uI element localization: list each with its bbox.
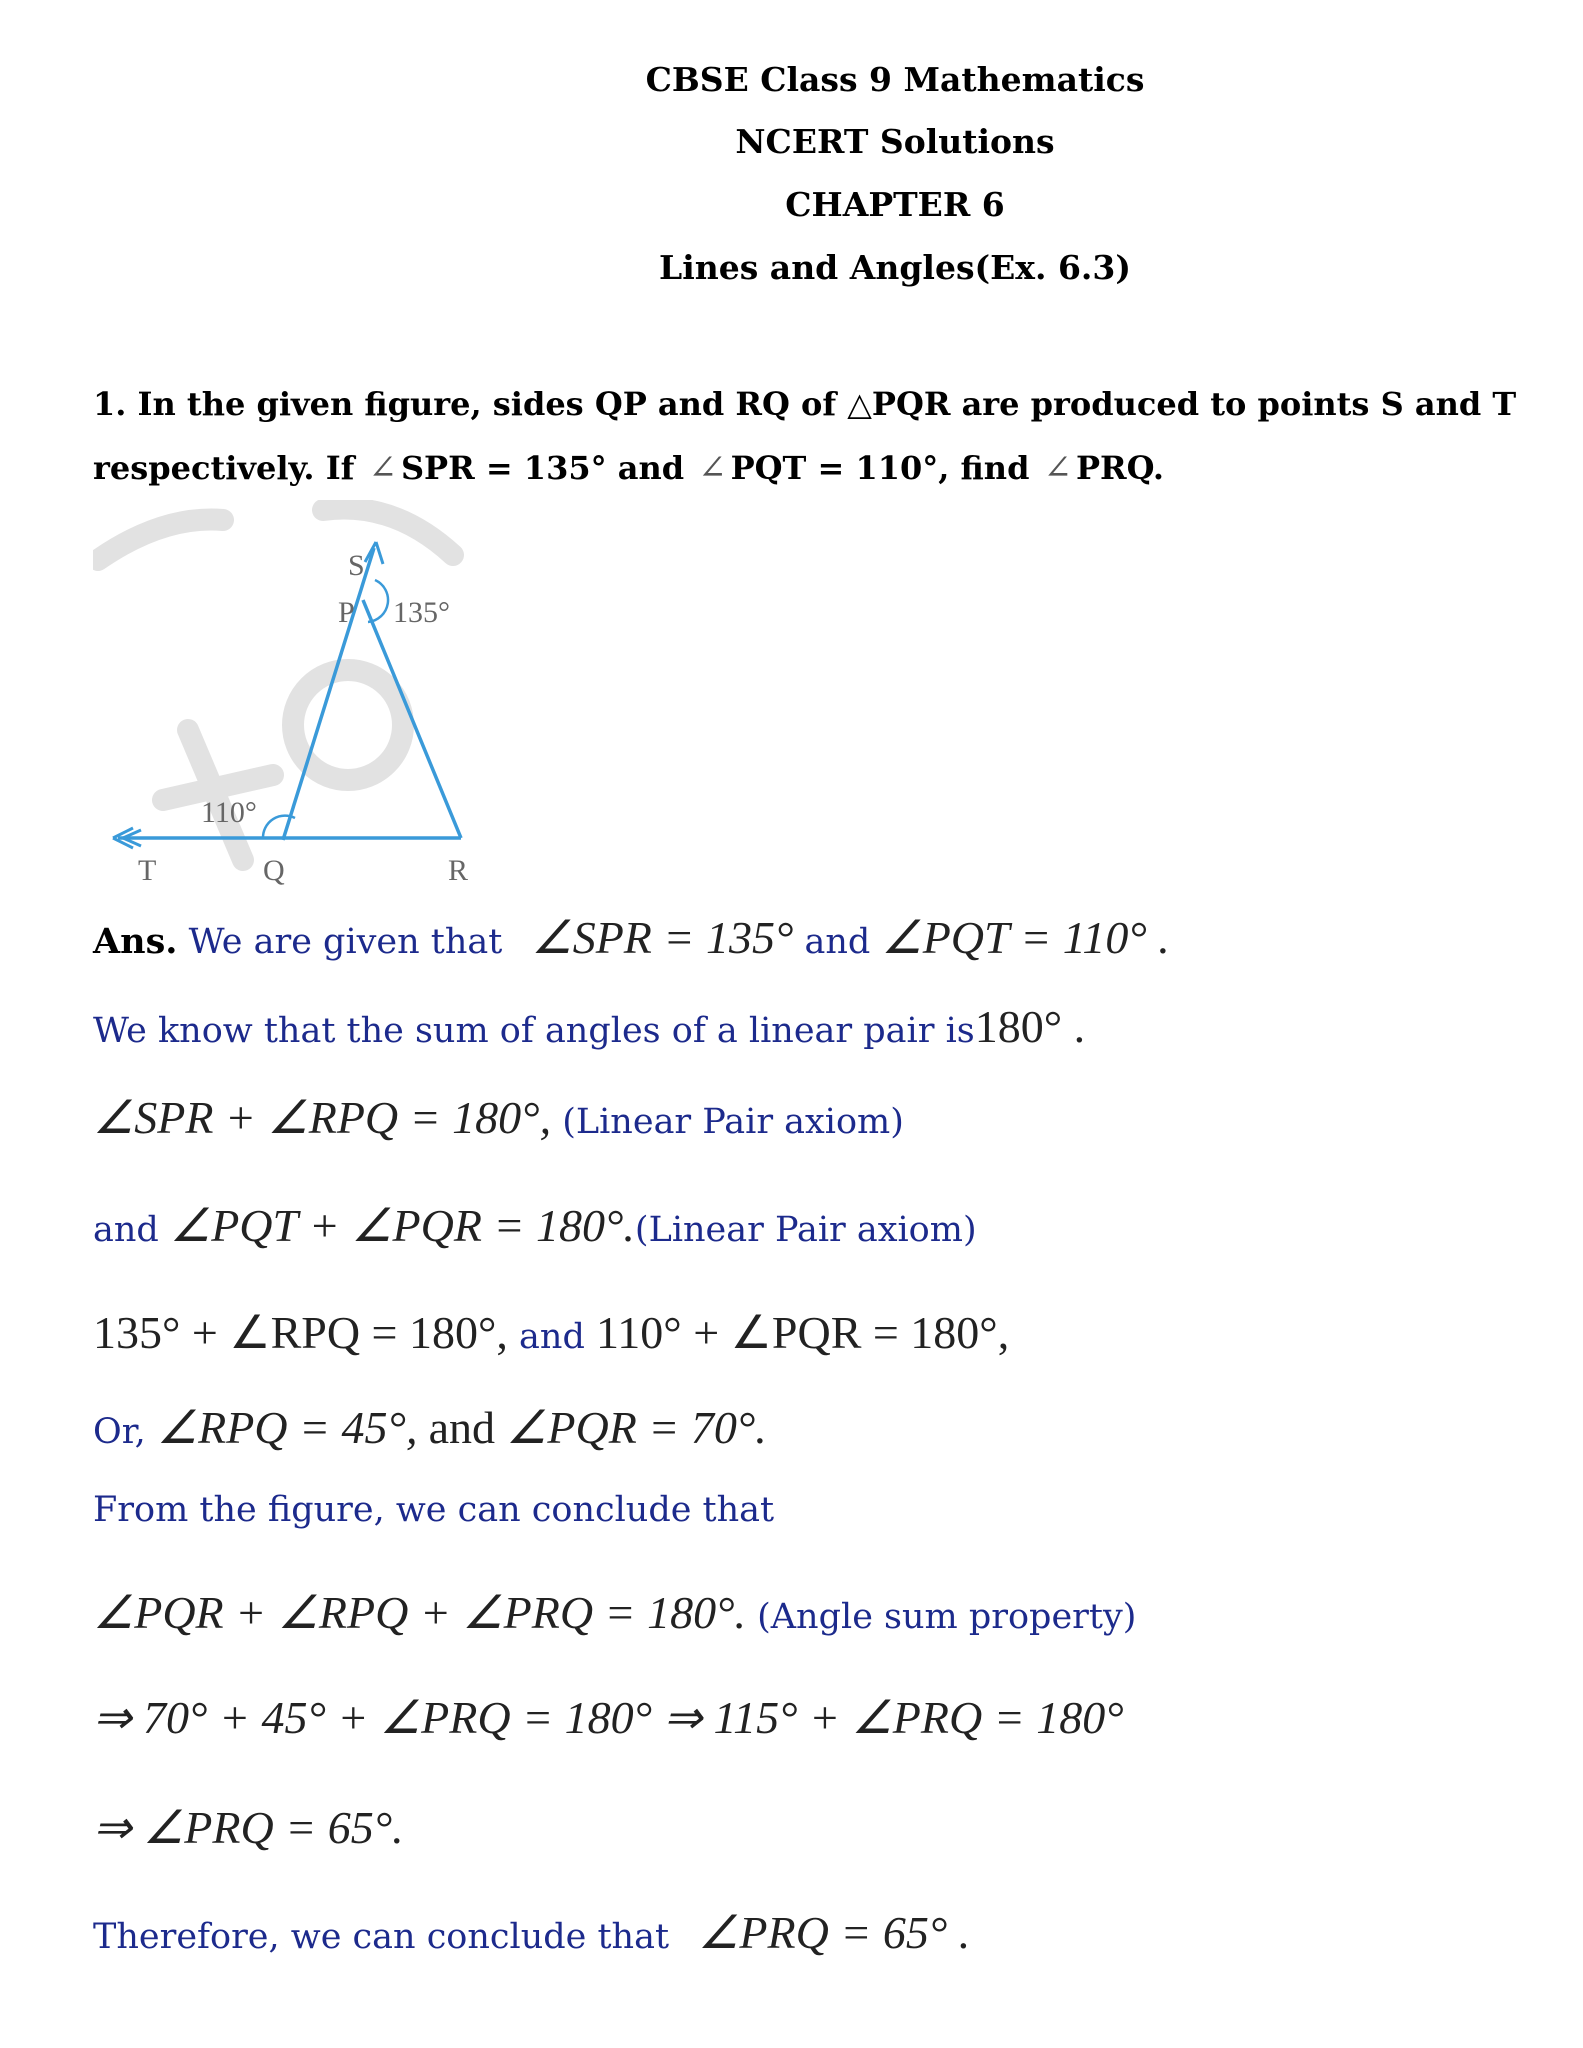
side-pr <box>363 600 461 838</box>
answer-text: and <box>519 1317 585 1357</box>
answer-line-6 <box>93 1400 767 1454</box>
question-text-b: SPR = 135° and <box>400 449 685 487</box>
math-expression: ∠PQT = 110° . <box>881 912 1170 963</box>
math-expression: and <box>428 1402 496 1453</box>
math-expression: ⇒ 70° + 45° + ∠PRQ = 180° ⇒ 115° + ∠PRQ = 180° <box>93 1692 1124 1743</box>
math-expression: ⇒ ∠PRQ = 65°. <box>93 1802 404 1853</box>
label-p: P <box>338 596 355 629</box>
answer-line-1 <box>93 910 1170 964</box>
answer-line-2 <box>93 1000 1085 1053</box>
math-expression: ∠PRQ = 65° . <box>698 1907 971 1958</box>
answer-text: and <box>804 922 871 962</box>
question-line-1: 1. In the given figure, sides QP and RQ of △PQR are produced to points S and T <box>93 385 1517 423</box>
label-q: Q <box>263 854 285 887</box>
answer-text: (Linear Pair axiom) <box>562 1102 904 1142</box>
header-chapter: CHAPTER 6 <box>785 185 1005 224</box>
math-expression: 135° + ∠RPQ = 180°, <box>93 1307 508 1358</box>
answer-line-3 <box>93 1090 904 1144</box>
answer-text: We know that the sum of angles of a linear pair is <box>93 1011 975 1051</box>
math-expression: 180° . <box>974 1001 1086 1052</box>
answer-line-8 <box>93 1585 1136 1639</box>
angle-icon: ∠ <box>698 448 727 488</box>
question-text-a: respectively. If <box>93 449 355 487</box>
math-expression: ∠PQT + ∠PQR = 180°. <box>169 1200 635 1251</box>
math-expression: ∠PQR + ∠RPQ + ∠PRQ = 180°. <box>93 1587 746 1638</box>
answer-line-5 <box>93 1305 1009 1359</box>
answer-text: We are given that <box>188 922 503 962</box>
watermark <box>98 508 453 860</box>
ans-label: Ans. <box>93 921 178 962</box>
math-expression: ∠SPR + ∠RPQ = 180°, <box>93 1092 552 1143</box>
angle-label-q: 110° <box>201 796 257 829</box>
answer-line-4 <box>93 1198 977 1252</box>
header-title: NCERT Solutions <box>735 122 1055 161</box>
answer-line-7 <box>93 1490 774 1530</box>
triangle-figure <box>93 500 503 895</box>
question-text-d: PRQ. <box>1075 449 1165 487</box>
question-line-2 <box>93 448 1164 488</box>
answer-line-10 <box>93 1800 404 1854</box>
angle-label-p: 135° <box>393 596 450 629</box>
label-t: T <box>138 854 157 887</box>
angle-icon: ∠ <box>1043 448 1072 488</box>
answer-text: (Linear Pair axiom) <box>634 1210 977 1250</box>
answer-line-11 <box>93 1905 970 1959</box>
answer-text: From the figure, we can conclude that <box>93 1490 775 1530</box>
question-text-c: PQT = 110°, find <box>730 449 1030 487</box>
angle-icon: ∠ <box>368 448 397 488</box>
math-expression: 110° + ∠PQR = 180°, <box>596 1307 1010 1358</box>
answer-line-9 <box>93 1690 1124 1744</box>
math-expression: ∠RPQ = 45°, <box>156 1402 418 1453</box>
header-subject: CBSE Class 9 Mathematics <box>645 60 1145 99</box>
math-expression: ∠SPR = 135° <box>531 912 794 963</box>
label-s: S <box>348 549 365 582</box>
answer-text: Therefore, we can conclude that <box>93 1917 670 1957</box>
math-expression: ∠PQR = 70°. <box>506 1402 767 1453</box>
answer-text: (Angle sum property) <box>757 1597 1137 1637</box>
label-r: R <box>448 854 469 887</box>
answer-text: and <box>93 1210 159 1250</box>
header-topic: Lines and Angles(Ex. 6.3) <box>659 248 1131 287</box>
answer-text: Or, <box>93 1412 146 1452</box>
